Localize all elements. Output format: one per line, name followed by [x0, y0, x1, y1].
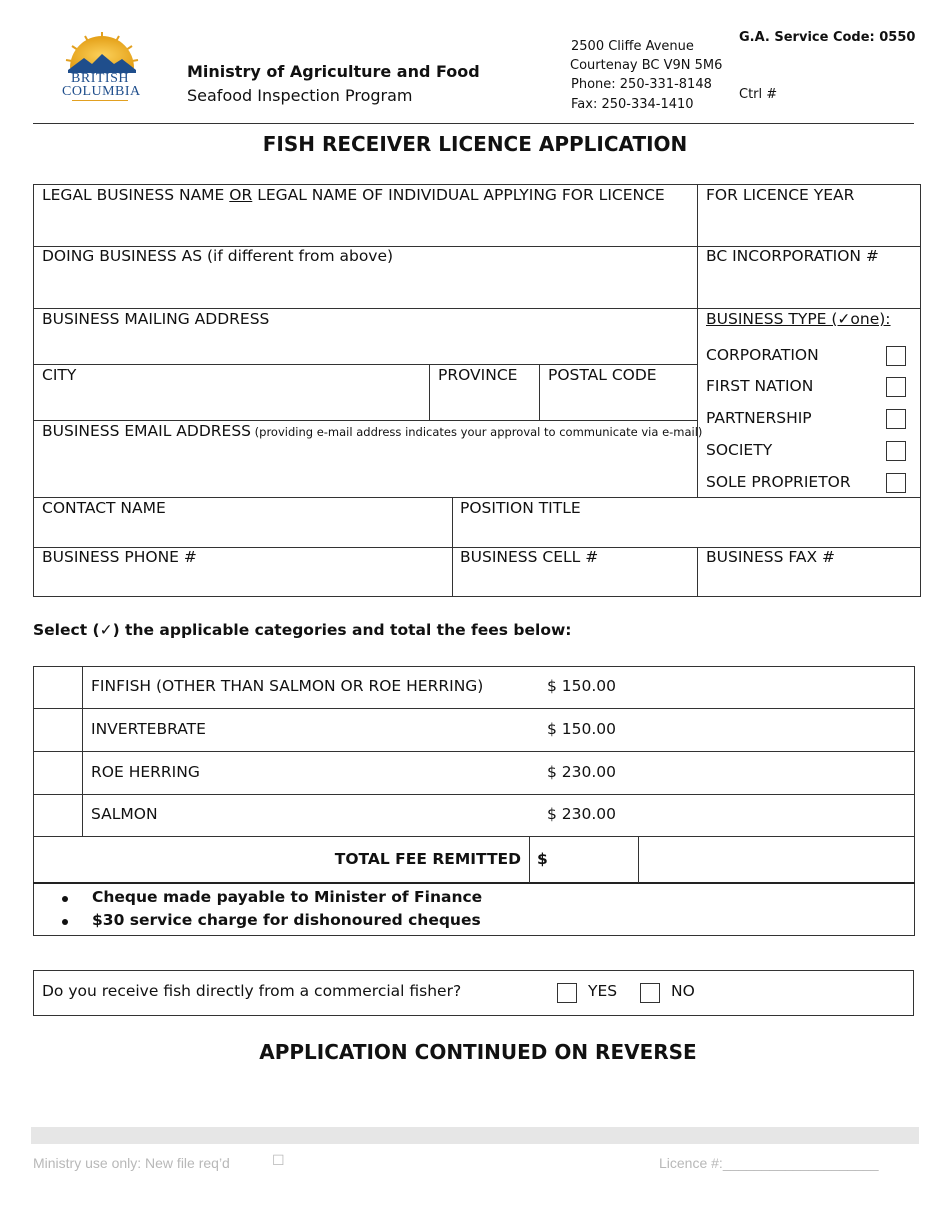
business-fax-field[interactable]: BUSINESS FAX # [706, 548, 836, 566]
divider [33, 308, 921, 309]
fee-row-label: FINFISH (OTHER THAN SALMON OR ROE HERRING) [91, 677, 484, 695]
divider [33, 794, 915, 795]
service-code: G.A. Service Code: 0550 [739, 30, 916, 45]
fee-row-amount: $ 230.00 [547, 805, 617, 823]
note-cheque: Cheque made payable to Minister of Finance [92, 888, 483, 906]
legal-name-label-b: LEGAL NAME OF INDIVIDUAL APPLYING FOR LICENCE [252, 186, 665, 204]
divider [697, 547, 698, 597]
type-society-label: SOCIETY [706, 441, 773, 459]
postal-code-field[interactable]: POSTAL CODE [548, 366, 657, 384]
fee-row-label: INVERTEBRATE [91, 720, 206, 738]
ministry-name: Ministry of Agriculture and Food [187, 62, 480, 81]
ctrl-number: Ctrl # [739, 87, 778, 102]
business-phone-field[interactable]: BUSINESS PHONE # [42, 548, 197, 566]
divider [429, 364, 430, 420]
divider [33, 836, 915, 837]
question-text: Do you receive fish directly from a commercial fisher? [42, 982, 462, 1000]
type-society-checkbox[interactable] [886, 441, 906, 461]
bullet-icon [62, 896, 68, 902]
licence-year-field[interactable]: FOR LICENCE YEAR [706, 186, 855, 204]
type-first-nation-checkbox[interactable] [886, 377, 906, 397]
total-fee-input[interactable] [548, 838, 636, 881]
divider [33, 364, 697, 365]
logo-underline [72, 100, 128, 101]
no-label: NO [671, 982, 695, 1000]
logo-text-columbia: COLUMBIA [62, 84, 141, 99]
ministry-use-label: Ministry use only: New file req’d [33, 1155, 230, 1171]
divider [33, 751, 915, 752]
type-corporation-label: CORPORATION [706, 346, 819, 364]
divider [529, 836, 530, 883]
address-city: Courtenay BC V9N 5M6 [570, 58, 723, 73]
yes-checkbox[interactable] [557, 983, 577, 1003]
email-label: BUSINESS EMAIL ADDRESS [42, 422, 252, 440]
position-title-field[interactable]: POSITION TITLE [460, 499, 581, 517]
fee-row-checkbox[interactable] [34, 667, 82, 708]
ministry-use-bar [31, 1127, 919, 1144]
legal-name-label-or: OR [229, 186, 253, 204]
type-first-nation-label: FIRST NATION [706, 377, 814, 395]
mailing-address-field[interactable]: BUSINESS MAILING ADDRESS [42, 310, 270, 328]
fee-row-label: SALMON [91, 805, 158, 823]
city-field[interactable]: CITY [42, 366, 77, 384]
form-title: FISH RECEIVER LICENCE APPLICATION [262, 132, 688, 156]
fees-instruction: Select (✓) the applicable categories and total the fees below: [33, 621, 572, 639]
continued-notice: APPLICATION CONTINUED ON REVERSE [259, 1040, 697, 1064]
type-partnership-label: PARTNERSHIP [706, 409, 812, 427]
province-field[interactable]: PROVINCE [438, 366, 518, 384]
divider [638, 836, 639, 883]
type-sole-proprietor-checkbox[interactable] [886, 473, 906, 493]
email-field[interactable] [42, 422, 702, 440]
no-checkbox[interactable] [640, 983, 660, 1003]
address-fax: Fax: 250-334-1410 [571, 97, 694, 112]
legal-name-label-a: LEGAL BUSINESS NAME [42, 186, 230, 204]
fee-row-amount: $ 150.00 [547, 720, 617, 738]
fee-row-label: ROE HERRING [91, 763, 200, 781]
divider [33, 420, 697, 421]
total-fee-currency: $ [537, 850, 548, 868]
contact-name-field[interactable]: CONTACT NAME [42, 499, 166, 517]
divider [33, 497, 921, 498]
fee-row-checkbox[interactable] [34, 795, 82, 836]
licence-number-field[interactable]: Licence #:____________________ [659, 1155, 879, 1171]
note-service-charge: $30 service charge for dishonoured cheques [92, 911, 481, 929]
type-sole-proprietor-label: SOLE PROPRIETOR [706, 473, 851, 491]
divider [33, 882, 915, 884]
divider [539, 364, 540, 420]
divider [33, 708, 915, 709]
email-note: (providing e-mail address indicates your approval to communicate via e-mail) [251, 425, 703, 439]
business-cell-field[interactable]: BUSINESS CELL # [460, 548, 599, 566]
total-fee-label: TOTAL FEE REMITTED [334, 850, 521, 868]
divider [697, 184, 698, 497]
bc-incorporation-field[interactable]: BC INCORPORATION # [706, 247, 879, 265]
fee-row-checkbox[interactable] [34, 709, 82, 751]
fee-row-amount: $ 230.00 [547, 763, 617, 781]
type-partnership-checkbox[interactable] [886, 409, 906, 429]
fee-row-amount: $ 150.00 [547, 677, 617, 695]
dba-field[interactable]: DOING BUSINESS AS (if different from above) [42, 247, 394, 265]
address-street: 2500 Cliffe Avenue [571, 39, 694, 54]
yes-label: YES [588, 982, 618, 1000]
type-corporation-checkbox[interactable] [886, 346, 906, 366]
bullet-icon [62, 919, 68, 925]
program-name: Seafood Inspection Program [187, 86, 413, 105]
legal-name-field[interactable] [42, 186, 665, 204]
business-type-heading: BUSINESS TYPE (✓one): [706, 310, 891, 328]
fee-row-checkbox[interactable] [34, 752, 82, 794]
new-file-checkbox[interactable]: ☐ [272, 1153, 285, 1169]
logo-text-british: BRITISH [71, 71, 129, 86]
divider [452, 497, 453, 597]
address-phone: Phone: 250-331-8148 [571, 77, 712, 92]
header-divider [33, 123, 914, 124]
